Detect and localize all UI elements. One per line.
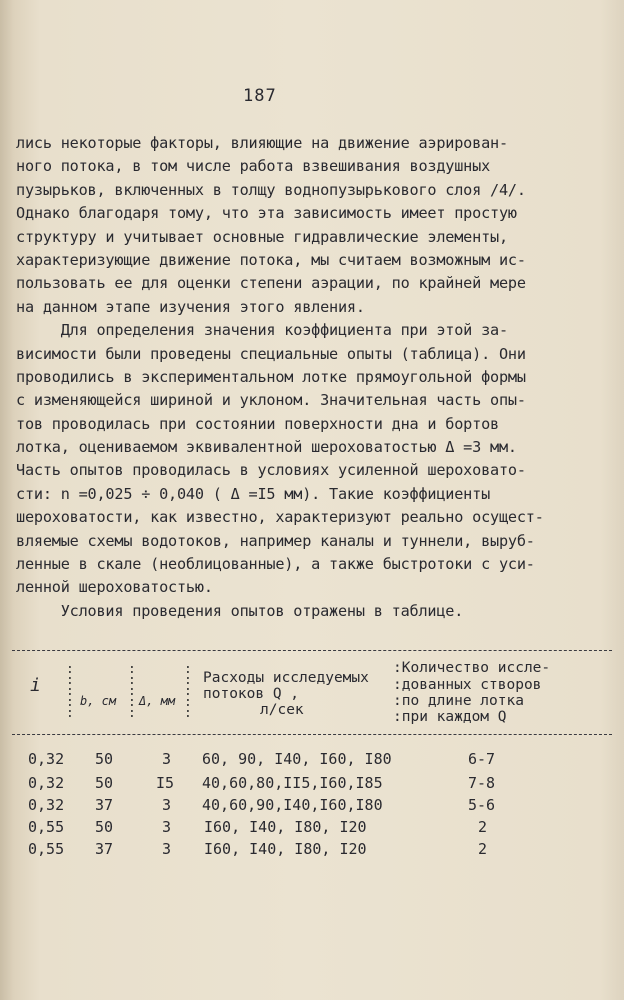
cell-count: 2 <box>478 818 488 836</box>
text-line: ленной шероховатостью. <box>16 578 213 597</box>
cell-count: 7-8 <box>468 774 496 792</box>
cell-delta: 3 <box>162 818 172 836</box>
body-text <box>16 132 616 623</box>
cell-count: 6-7 <box>468 750 496 768</box>
table-top-rule <box>12 650 612 651</box>
text-line: тов проводилась при состоянии поверхности дна и бортов <box>16 414 499 433</box>
text-line: ного потока, в том числе работа взвешивания воздушных <box>16 157 491 176</box>
column-separator: : : : : : <box>66 662 74 721</box>
text-line: висимости были проведены специальные опыты (таблица). Они <box>16 344 526 363</box>
page-number: 187 <box>243 86 277 106</box>
cell-delta: 3 <box>162 796 172 814</box>
header-count-line2: :дованных створов <box>393 677 542 693</box>
cell-b: 37 <box>95 840 114 858</box>
header-delta: Δ, мм <box>139 694 176 708</box>
cell-i: 0,32 <box>28 750 65 768</box>
column-separator: : : : : : <box>128 662 136 721</box>
header-count-line3: :по длине лотка <box>393 693 524 709</box>
cell-i: 0,55 <box>28 840 65 858</box>
text-line: структуру и учитывает основные гидравлические элементы, <box>16 227 508 246</box>
cell-i: 0,32 <box>28 774 65 792</box>
column-separator: : : : : : <box>184 662 192 721</box>
cell-i: 0,55 <box>28 818 65 836</box>
text-line: пузырьков, включенных в толщу воднопузырькового слоя /4/. <box>16 180 526 199</box>
text-line: ленные в скале (необлицованные), а также быстротоки с уси- <box>16 555 535 574</box>
header-flows-line1: Расходы исследуемых <box>203 670 369 686</box>
text-line: на данном этапе изучения этого явления. <box>16 297 365 316</box>
text-line: Условия проведения опытов отражены в таблице. <box>16 601 464 620</box>
table-header-rule <box>12 734 612 735</box>
cell-flows: 60, 90, I40, I60, I80 <box>202 750 392 768</box>
text-line: Для определения значения коэффициента при этой за- <box>16 321 508 340</box>
cell-b: 50 <box>95 818 114 836</box>
cell-delta: I5 <box>156 774 175 792</box>
cell-flows: 40,60,80,II5,I60,I85 <box>202 774 383 792</box>
header-b: b, см <box>80 694 117 708</box>
text-line: шероховатости, как известно, характеризуют реально осущест- <box>16 508 544 527</box>
header-flows-line2: потоков Q , <box>203 686 300 702</box>
cell-delta: 3 <box>162 840 172 858</box>
text-line: с изменяющейся шириной и уклоном. Значительная часть опы- <box>16 391 526 410</box>
text-line: сти: n =0,025 ÷ 0,040 ( Δ =I5 мм). Такие коэффициенты <box>16 484 491 503</box>
cell-b: 37 <box>95 796 114 814</box>
cell-b: 50 <box>95 774 114 792</box>
cell-flows: I60, I40, I80, I20 <box>204 840 367 858</box>
cell-flows: I60, I40, I80, I20 <box>204 818 367 836</box>
header-count-line1: :Количество иссле- <box>393 660 551 676</box>
text-line: проводились в экспериментальном лотке прямоугольной формы <box>16 367 526 386</box>
cell-count: 5-6 <box>468 796 496 814</box>
text-line: пользовать ее для оценки степени аэрации, по крайней мере <box>16 274 526 293</box>
header-count-line4: :при каждом Q <box>393 709 507 725</box>
text-line: Однако благодаря тому, что эта зависимость имеет простую <box>16 204 517 223</box>
text-line: лотка, оцениваемом эквивалентной шероховатостью Δ =3 мм. <box>16 438 517 457</box>
cell-i: 0,32 <box>28 796 65 814</box>
header-i: i <box>30 675 41 696</box>
text-line: вляемые схемы водотоков, например каналы и туннели, выруб- <box>16 531 535 550</box>
cell-delta: 3 <box>162 750 172 768</box>
text-line: лись некоторые факторы, влияющие на движение аэрирован- <box>16 134 508 152</box>
text-line: Часть опытов проводилась в условиях усиленной шероховато- <box>16 461 526 480</box>
cell-flows: 40,60,90,I40,I60,I80 <box>202 796 383 814</box>
cell-b: 50 <box>95 750 114 768</box>
text-line: характеризующие движение потока, мы считаем возможным ис- <box>16 250 526 269</box>
header-flows-line3: л/сек <box>260 702 304 718</box>
cell-count: 2 <box>478 840 488 858</box>
